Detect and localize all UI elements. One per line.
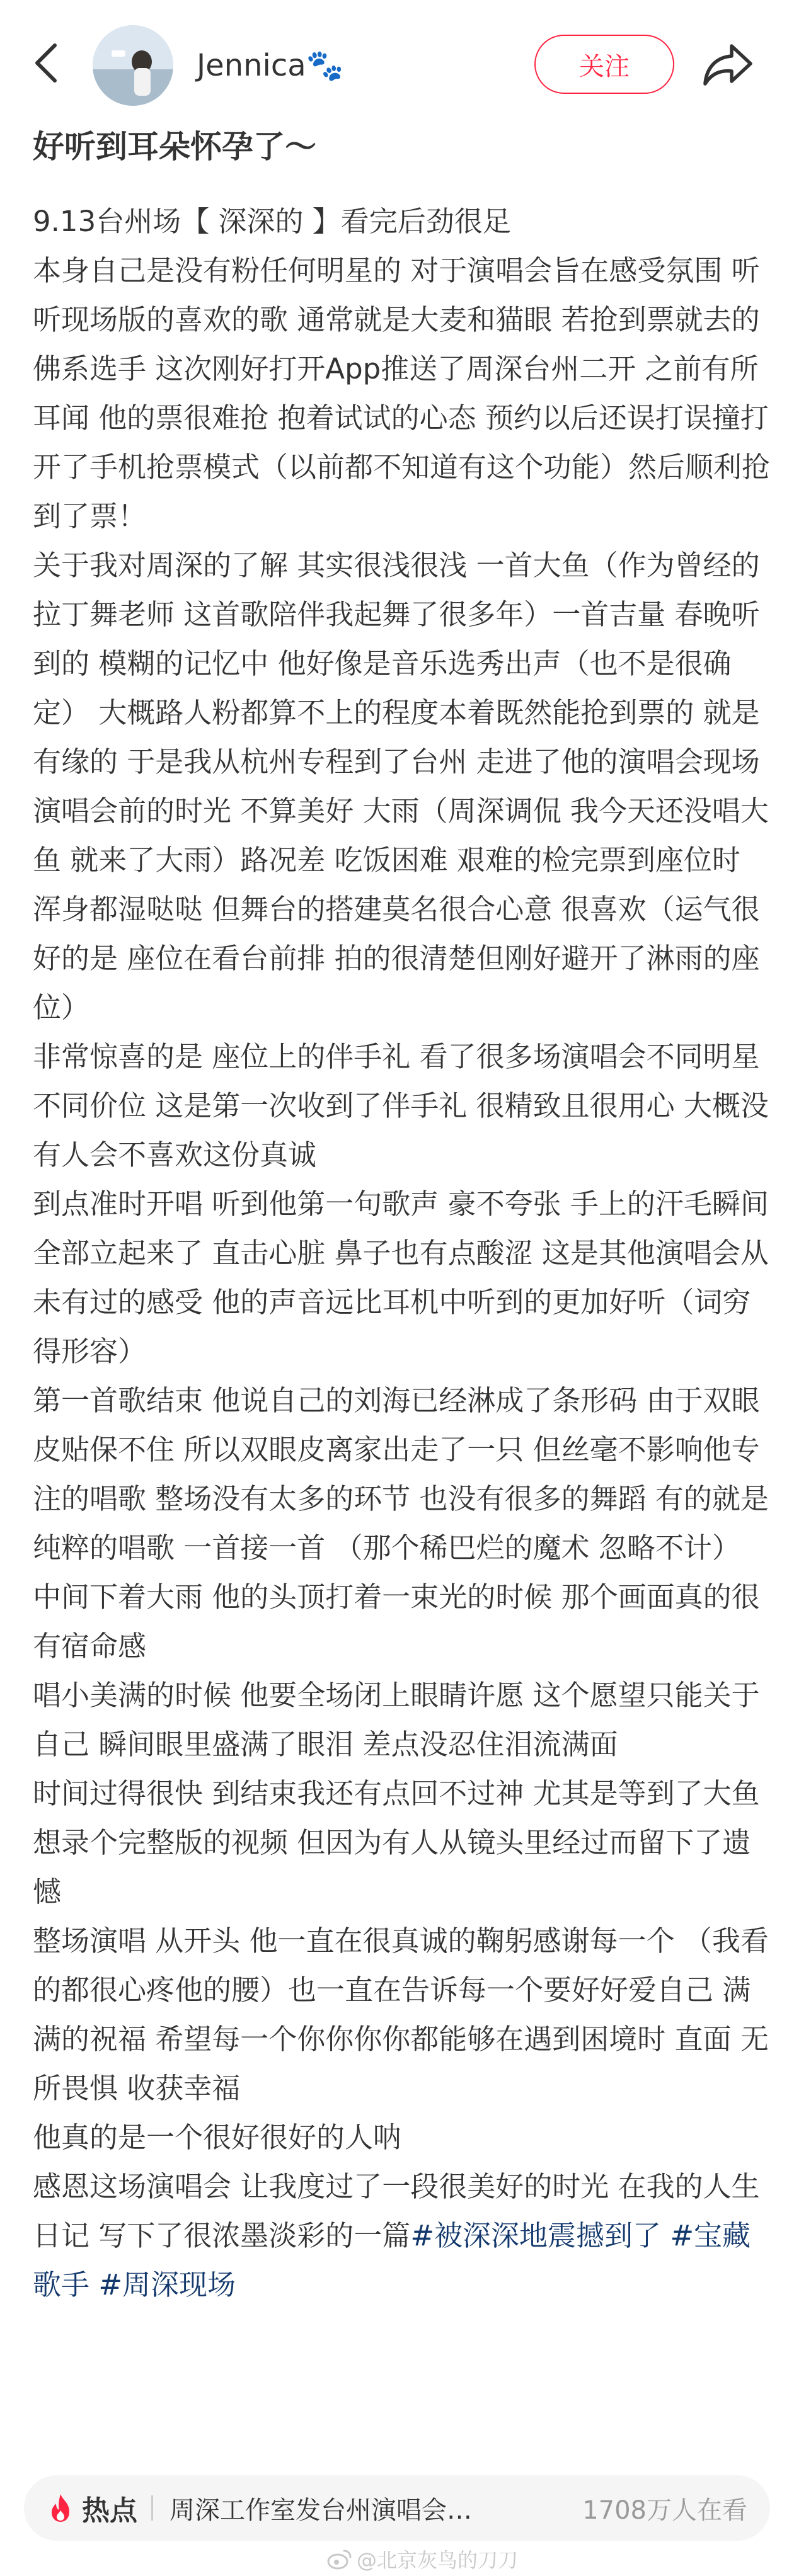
- body-paragraph: 第一首歌结束 他说自己的刘海已经淋成了条形码 由于双眼皮贴保不住 所以双眼皮离家出走了一只 但丝毫不影响他专注的唱歌 整场没有太多的环节 也没有很多的舞蹈 有的就是纯粹的唱歌 一首接一首 （那个稀巴烂的魔术 忽略不计）: [33, 1384, 769, 1564]
- body-paragraph: 他真的是一个很好很好的人呐: [33, 2121, 402, 2154]
- chevron-left-icon: [33, 43, 59, 83]
- hot-label: 热点: [82, 2495, 137, 2527]
- author-name[interactable]: Jennica🐾: [197, 48, 344, 83]
- body-paragraph: 关于我对周深的了解 其实很浅很浅 一首大鱼（作为曾经的拉丁舞老师 这首歌陪伴我起舞了很多年）一首吉量 春晚听到的 模糊的记忆中 他好像是音乐选秀出声（也不是很确定） 大概路人粉都算不上的程度本着既然能抢到票的 就是有缘的 于是我从杭州专程到了台州 走进了他的演唱会现场: [33, 549, 760, 778]
- body-paragraph: 时间过得很快 到结束我还有点回不过神 尤其是等到了大鱼 想录个完整版的视频 但因为有人从镜头里经过而留下了遗憾: [33, 1777, 760, 1908]
- closing-text: 感恩这场演唱会 让我度过了一段很美好的时光 在我的人生日记 写下了很浓墨淡彩的一篇: [33, 2170, 760, 2252]
- watermark: [326, 2545, 518, 2573]
- hashtag-link[interactable]: #宝藏歌手: [33, 2219, 751, 2301]
- hot-divider: [151, 2495, 153, 2521]
- hashtag-link[interactable]: #周深现场: [98, 2268, 236, 2301]
- watermark-text: @北京灰鸟的刀刀: [357, 2548, 519, 2572]
- hashtag-link[interactable]: #被深深地震撼到了: [410, 2219, 662, 2252]
- body-paragraph: 到点准时开唱 听到他第一句歌声 豪不夸张 手上的汗毛瞬间全部立起来了 直击心脏 鼻子也有点酸涩 这是其他演唱会从未有过的感受 他的声音远比耳机中听到的更加好听（词穷得形容）: [33, 1187, 769, 1368]
- post-header: [0, 0, 794, 120]
- body-paragraph: 唱小美满的时候 他要全场闭上眼睛许愿 这个愿望只能关于自己 瞬间眼里盛满了眼泪 差点没忍住泪流满面: [33, 1678, 760, 1761]
- weibo-logo-icon: [326, 2548, 352, 2570]
- avatar-image: [93, 25, 173, 106]
- body-paragraph: 中间下着大雨 他的头顶打着一束光的时候 那个画面真的很有宿命感: [33, 1580, 760, 1663]
- fire-icon: [47, 2493, 74, 2523]
- hot-topic-title[interactable]: 周深工作室发台州演唱会…: [170, 2495, 472, 2525]
- hot-viewer-count: 1708万人在看: [582, 2495, 747, 2525]
- body-paragraph: 9.13台州场【 深深的 】看完后劲很足: [33, 205, 511, 238]
- post-title: 好听到耳朵怀孕了～: [33, 128, 316, 165]
- body-paragraph: 非常惊喜的是 座位上的伴手礼 看了很多场演唱会不同明星不同价位 这是第一次收到了伴手礼 很精致且很用心 大概没有人会不喜欢这份真诚: [33, 1040, 769, 1171]
- body-paragraph: 整场演唱 从开头 他一直在很真诚的鞠躬感谢每一个 （我看的都很心疼他的腰）也一直在告诉每一个要好好爱自己 满满的祝福 希望每一个你你你你都能够在遇到困境时 直面 无所畏惧 收获幸福: [33, 1924, 769, 2105]
- hot-topic-bar[interactable]: [24, 2475, 770, 2541]
- share-button[interactable]: [699, 38, 756, 91]
- avatar[interactable]: [93, 25, 173, 106]
- post-body: [33, 197, 770, 2310]
- share-icon: [703, 42, 753, 86]
- follow-button[interactable]: 关注: [534, 35, 674, 94]
- back-button[interactable]: [24, 38, 68, 88]
- closing-paragraph: [33, 2162, 770, 2310]
- body-paragraph: 演唱会前的时光 不算美好 大雨（周深调侃 我今天还没唱大鱼 就来了大雨）路况差 吃饭困难 艰难的检完票到座位时 浑身都湿哒哒 但舞台的搭建莫名很合心意 很喜欢（运气很好的是 座位在看台前排 拍的很清楚但刚好避开了淋雨的座位）: [33, 794, 769, 1024]
- post-content: [33, 110, 770, 2310]
- body-paragraph: 本身自己是没有粉任何明星的 对于演唱会旨在感受氛围 听听现场版的喜欢的歌 通常就是大麦和猫眼 若抢到票就去的佛系选手 这次刚好打开App推送了周深台州二开 之前有所耳闻 他的票很难抢 抱着试试的心态 预约以后还误打误撞打开了手机抢票模式（以前都不知道有这个功能）然后顺利抢到了票！: [33, 254, 771, 533]
